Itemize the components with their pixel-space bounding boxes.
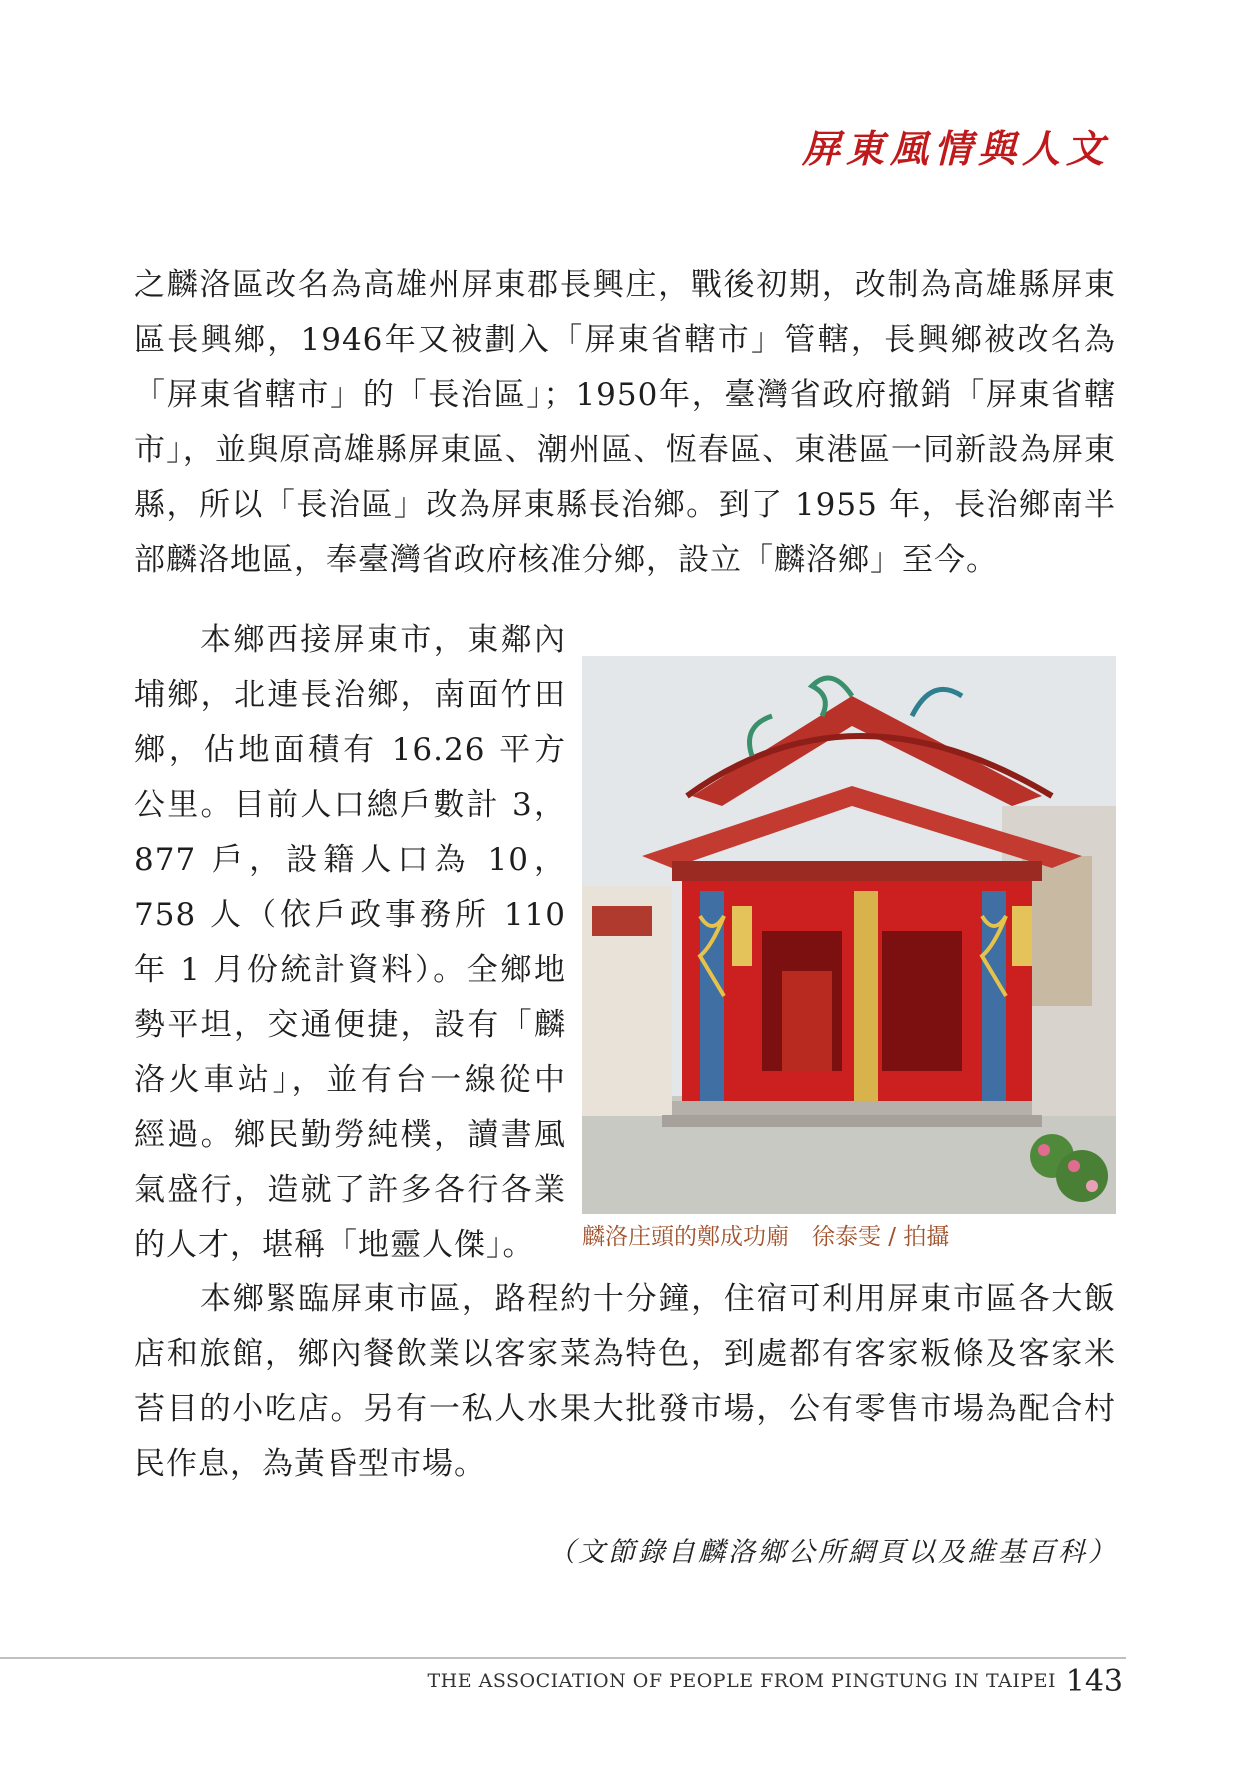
temple-photo bbox=[582, 656, 1116, 1214]
paragraph-geography: 本鄉西接屏東市，東鄰內埔鄉，北連長治鄉，南面竹田鄉，佔地面積有 16.26 平方公里。目前人口總戶數計 3，877 戶，設籍人口為 10，758 人（依戶政事務所 110 年 1 月份統計資料）。全鄉地勢平坦，交通便捷，設有「麟洛火車站」，並有台一線從中經過。鄉民勤勞純樸，讀書風氣盛行，造就了許多各行各業的人才，堪稱「地靈人傑」。 bbox=[134, 622, 566, 1263]
page-number: 143 bbox=[1065, 1664, 1123, 1699]
paragraph-amenities: 本鄉緊臨屏東市區，路程約十分鐘，住宿可利用屏東市區各大飯店和旅館，鄉內餐飲業以客家菜為特色，到處都有客家粄條及客家米苔目的小吃店。另有一私人水果大批發市場，公有零售市場為配合村民作息，為黃昏型市場。 bbox=[134, 1281, 1116, 1482]
footer-divider bbox=[0, 1657, 1126, 1659]
paragraph-history: 之麟洛區改名為高雄州屏東郡長興庄，戰後初期，改制為高雄縣屏東區長興鄉，1946年又被劃入「屏東省轄市」管轄，長興鄉被改名為「屏東省轄市」的「長治區」；1950年，臺灣省政府撤銷「屏東省轄市」，並與原高雄縣屏東區、潮州區、恆春區、東港區一同新設為屏東縣，所以「長治區」改為屏東縣長治鄉。到了 1955 年，長治鄉南半部麟洛地區，奉臺灣省政府核准分鄉，設立「麟洛鄉」至今。 bbox=[134, 267, 1116, 578]
section-title: 屏東風情與人文 bbox=[801, 126, 1110, 171]
photo-caption: 麟洛庄頭的鄭成功廟 徐泰雯 / 拍攝 bbox=[582, 1224, 950, 1250]
footer-association-name: THE ASSOCIATION OF PEOPLE FROM PINGTUNG IN TAIPEI bbox=[427, 1670, 1056, 1692]
source-note: （文節錄自麟洛鄉公所網頁以及維基百科） bbox=[548, 1537, 1118, 1568]
